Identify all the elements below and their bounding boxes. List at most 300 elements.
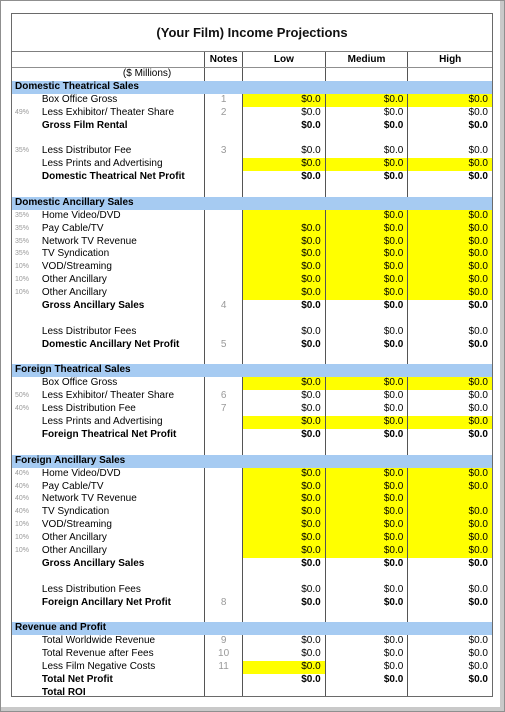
percent-cell[interactable] bbox=[12, 635, 40, 648]
row-label[interactable] bbox=[40, 132, 204, 145]
note-cell[interactable] bbox=[204, 532, 242, 545]
note-cell[interactable]: 3 bbox=[204, 145, 242, 158]
low-value-cell[interactable]: $0.0 bbox=[242, 261, 325, 274]
percent-cell[interactable]: 40% bbox=[15, 469, 30, 477]
percent-cell[interactable]: 10% bbox=[15, 546, 30, 554]
table-row bbox=[12, 274, 492, 287]
low-value-cell[interactable]: $0.0 bbox=[242, 223, 325, 236]
percent-cell[interactable]: 35% bbox=[15, 237, 30, 245]
row-label[interactable]: Box Office Gross bbox=[41, 93, 118, 105]
medium-value-cell[interactable]: $0.0 bbox=[325, 558, 408, 571]
row-label[interactable]: Foreign Ancillary Net Profit bbox=[41, 596, 171, 608]
low-value-cell[interactable]: $0.0 bbox=[242, 506, 325, 519]
medium-value-cell[interactable]: $0.0 bbox=[325, 223, 408, 236]
row-label[interactable]: TV Syndication bbox=[41, 506, 110, 518]
row-label[interactable] bbox=[40, 184, 204, 197]
low-value-cell[interactable]: $0.0 bbox=[242, 390, 325, 403]
medium-header[interactable]: Medium bbox=[325, 52, 408, 67]
medium-value-cell[interactable] bbox=[325, 352, 408, 365]
medium-value-cell[interactable] bbox=[325, 687, 408, 697]
table-row bbox=[12, 687, 492, 697]
percent-cell[interactable]: 10% bbox=[15, 263, 30, 271]
high-value-cell[interactable]: $0.0 bbox=[407, 274, 492, 287]
medium-value-cell[interactable]: $0.0 bbox=[325, 261, 408, 274]
note-cell[interactable] bbox=[204, 429, 242, 442]
medium-value-cell[interactable]: $0.0 bbox=[325, 468, 408, 481]
high-value-cell[interactable]: $0.0 bbox=[407, 339, 492, 352]
percent-cell[interactable]: 50% bbox=[15, 392, 30, 400]
table-row bbox=[12, 107, 492, 120]
percent-cell[interactable]: 40% bbox=[15, 482, 30, 490]
table-row bbox=[12, 545, 492, 558]
high-value-cell[interactable] bbox=[407, 687, 492, 697]
blank-row bbox=[12, 132, 492, 145]
high-value-cell[interactable]: $0.0 bbox=[407, 481, 492, 494]
note-cell[interactable] bbox=[204, 236, 242, 249]
percent-cell[interactable] bbox=[12, 442, 40, 455]
blank-row bbox=[12, 313, 492, 326]
medium-value-cell[interactable]: $0.0 bbox=[325, 377, 408, 390]
table-row bbox=[12, 661, 492, 674]
note-cell[interactable] bbox=[204, 210, 242, 223]
low-value-cell[interactable]: $0.0 bbox=[242, 519, 325, 532]
percent-cell[interactable] bbox=[12, 94, 40, 107]
row-label[interactable] bbox=[40, 609, 204, 622]
row-label[interactable]: Less Exhibitor/ Theater Share bbox=[41, 106, 174, 118]
percent-cell[interactable] bbox=[12, 339, 40, 352]
row-label[interactable]: Total Worldwide Revenue bbox=[41, 635, 156, 647]
note-cell[interactable]: 1 bbox=[204, 94, 242, 107]
high-value-cell[interactable] bbox=[407, 442, 492, 455]
high-value-cell[interactable]: $0.0 bbox=[407, 635, 492, 648]
row-label[interactable]: Total Revenue after Fees bbox=[41, 648, 154, 660]
table-row bbox=[12, 674, 492, 687]
high-value-cell[interactable] bbox=[407, 132, 492, 145]
percent-cell[interactable] bbox=[12, 171, 40, 184]
high-header[interactable]: High bbox=[407, 52, 492, 67]
medium-value-cell[interactable]: $0.0 bbox=[325, 403, 408, 416]
table-row bbox=[12, 236, 492, 249]
low-value-cell[interactable] bbox=[242, 132, 325, 145]
high-value-cell[interactable]: $0.0 bbox=[407, 429, 492, 442]
note-cell[interactable] bbox=[204, 674, 242, 687]
medium-value-cell[interactable] bbox=[325, 184, 408, 197]
low-value-cell[interactable]: $0.0 bbox=[242, 635, 325, 648]
note-cell[interactable]: 7 bbox=[204, 403, 242, 416]
low-value-cell[interactable]: $0.0 bbox=[242, 120, 325, 133]
high-value-cell[interactable]: $0.0 bbox=[407, 94, 492, 107]
high-value-cell[interactable] bbox=[407, 184, 492, 197]
row-label[interactable]: Gross Film Rental bbox=[41, 119, 128, 131]
percent-cell[interactable] bbox=[12, 687, 40, 697]
row-label[interactable]: Domestic Theatrical Net Profit bbox=[41, 171, 185, 183]
low-value-cell[interactable]: $0.0 bbox=[242, 429, 325, 442]
high-value-cell[interactable] bbox=[407, 352, 492, 365]
high-value-cell[interactable]: $0.0 bbox=[407, 584, 492, 597]
low-value-cell[interactable]: $0.0 bbox=[242, 248, 325, 261]
medium-value-cell[interactable]: $0.0 bbox=[325, 236, 408, 249]
high-value-cell[interactable]: $0.0 bbox=[407, 558, 492, 571]
percent-cell[interactable] bbox=[12, 120, 40, 133]
row-label[interactable]: Less Prints and Advertising bbox=[41, 158, 163, 170]
blank-row bbox=[12, 571, 492, 584]
medium-value-cell[interactable]: $0.0 bbox=[325, 300, 408, 313]
note-cell[interactable] bbox=[204, 468, 242, 481]
medium-value-cell[interactable]: $0.0 bbox=[325, 597, 408, 610]
low-cell[interactable] bbox=[242, 68, 325, 81]
high-value-cell[interactable]: $0.0 bbox=[407, 403, 492, 416]
medium-value-cell[interactable]: $0.0 bbox=[325, 661, 408, 674]
medium-value-cell[interactable]: $0.0 bbox=[325, 287, 408, 300]
row-label[interactable]: VOD/Streaming bbox=[41, 261, 112, 273]
row-label[interactable]: Foreign Theatrical Net Profit bbox=[41, 428, 177, 440]
table-row bbox=[12, 248, 492, 261]
medium-value-cell[interactable]: $0.0 bbox=[325, 390, 408, 403]
low-value-cell[interactable] bbox=[242, 571, 325, 584]
note-cell[interactable] bbox=[204, 506, 242, 519]
percent-cell[interactable]: 35% bbox=[15, 224, 30, 232]
high-value-cell[interactable]: $0.0 bbox=[407, 326, 492, 339]
medium-value-cell[interactable] bbox=[325, 571, 408, 584]
notes-header[interactable]: Notes bbox=[204, 52, 242, 67]
table-row bbox=[12, 287, 492, 300]
percent-cell[interactable]: 10% bbox=[15, 521, 30, 529]
section-header-row bbox=[12, 81, 492, 94]
medium-value-cell[interactable]: $0.0 bbox=[325, 274, 408, 287]
low-value-cell[interactable]: $0.0 bbox=[242, 236, 325, 249]
section-title[interactable]: Foreign Ancillary Sales bbox=[12, 455, 492, 468]
percent-cell[interactable]: 10% bbox=[15, 276, 30, 284]
percent-cell[interactable] bbox=[12, 674, 40, 687]
high-value-cell[interactable]: $0.0 bbox=[407, 468, 492, 481]
low-value-cell[interactable]: $0.0 bbox=[242, 597, 325, 610]
note-cell[interactable] bbox=[204, 571, 242, 584]
section-title[interactable]: Domestic Ancillary Sales bbox=[12, 197, 492, 210]
medium-value-cell[interactable]: $0.0 bbox=[325, 674, 408, 687]
low-value-cell[interactable]: $0.0 bbox=[242, 300, 325, 313]
note-cell[interactable] bbox=[204, 171, 242, 184]
note-cell[interactable] bbox=[204, 416, 242, 429]
row-label[interactable]: Other Ancillary bbox=[41, 544, 107, 556]
low-value-cell[interactable]: $0.0 bbox=[242, 171, 325, 184]
high-value-cell[interactable]: $0.0 bbox=[407, 519, 492, 532]
high-value-cell[interactable]: $0.0 bbox=[407, 236, 492, 249]
note-cell[interactable] bbox=[204, 519, 242, 532]
medium-value-cell[interactable]: $0.0 bbox=[325, 584, 408, 597]
row-label[interactable] bbox=[40, 313, 204, 326]
section-title[interactable]: Domestic Theatrical Sales bbox=[12, 81, 492, 94]
section-header-row bbox=[12, 197, 492, 210]
low-value-cell[interactable]: $0.0 bbox=[242, 107, 325, 120]
percent-cell[interactable]: 40% bbox=[15, 495, 30, 503]
row-label[interactable]: Less Film Negative Costs bbox=[41, 660, 156, 672]
high-value-cell[interactable]: $0.0 bbox=[407, 171, 492, 184]
low-header[interactable]: Low bbox=[242, 52, 325, 67]
medium-value-cell[interactable]: $0.0 bbox=[325, 107, 408, 120]
row-label[interactable]: Other Ancillary bbox=[41, 287, 107, 299]
high-value-cell[interactable]: $0.0 bbox=[407, 416, 492, 429]
table-row bbox=[12, 481, 492, 494]
percent-cell[interactable] bbox=[12, 300, 40, 313]
low-value-cell[interactable] bbox=[242, 184, 325, 197]
medium-value-cell[interactable]: $0.0 bbox=[325, 158, 408, 171]
high-value-cell[interactable]: $0.0 bbox=[407, 248, 492, 261]
medium-value-cell[interactable]: $0.0 bbox=[325, 416, 408, 429]
medium-value-cell[interactable]: $0.0 bbox=[325, 94, 408, 107]
percent-cell[interactable] bbox=[12, 416, 40, 429]
note-cell[interactable] bbox=[204, 584, 242, 597]
percent-cell[interactable] bbox=[12, 429, 40, 442]
medium-value-cell[interactable] bbox=[325, 132, 408, 145]
high-value-cell[interactable] bbox=[407, 493, 492, 506]
note-cell[interactable] bbox=[204, 352, 242, 365]
note-cell[interactable] bbox=[204, 261, 242, 274]
medium-value-cell[interactable] bbox=[325, 442, 408, 455]
medium-value-cell[interactable]: $0.0 bbox=[325, 481, 408, 494]
note-cell[interactable] bbox=[204, 120, 242, 133]
high-value-cell[interactable]: $0.0 bbox=[407, 223, 492, 236]
note-cell[interactable] bbox=[204, 184, 242, 197]
medium-value-cell[interactable]: $0.0 bbox=[325, 171, 408, 184]
row-label[interactable]: Total ROI bbox=[41, 686, 86, 697]
medium-value-cell[interactable]: $0.0 bbox=[325, 210, 408, 223]
row-label[interactable]: Pay Cable/TV bbox=[41, 480, 104, 492]
high-value-cell[interactable]: $0.0 bbox=[407, 532, 492, 545]
note-cell[interactable]: 11 bbox=[204, 661, 242, 674]
table-row bbox=[12, 648, 492, 661]
note-cell[interactable]: 6 bbox=[204, 390, 242, 403]
percent-cell[interactable]: 35% bbox=[15, 250, 30, 258]
high-value-cell[interactable]: $0.0 bbox=[407, 545, 492, 558]
high-value-cell[interactable]: $0.0 bbox=[407, 210, 492, 223]
note-cell[interactable] bbox=[204, 313, 242, 326]
row-label[interactable]: Domestic Ancillary Net Profit bbox=[41, 338, 180, 350]
table-row bbox=[12, 158, 492, 171]
high-value-cell[interactable]: $0.0 bbox=[407, 261, 492, 274]
high-cell[interactable] bbox=[407, 68, 492, 81]
low-value-cell[interactable]: $0.0 bbox=[242, 648, 325, 661]
low-value-cell[interactable]: $0.0 bbox=[242, 558, 325, 571]
note-cell[interactable] bbox=[204, 248, 242, 261]
note-cell[interactable] bbox=[204, 442, 242, 455]
note-cell[interactable] bbox=[204, 609, 242, 622]
high-value-cell[interactable] bbox=[407, 313, 492, 326]
low-value-cell[interactable]: $0.0 bbox=[242, 674, 325, 687]
row-label[interactable] bbox=[40, 352, 204, 365]
low-value-cell[interactable]: $0.0 bbox=[242, 326, 325, 339]
medium-value-cell[interactable]: $0.0 bbox=[325, 145, 408, 158]
note-cell[interactable] bbox=[204, 223, 242, 236]
percent-cell[interactable]: 10% bbox=[15, 534, 30, 542]
note-cell[interactable] bbox=[204, 545, 242, 558]
medium-value-cell[interactable]: $0.0 bbox=[325, 339, 408, 352]
medium-value-cell[interactable]: $0.0 bbox=[325, 248, 408, 261]
medium-value-cell[interactable]: $0.0 bbox=[325, 493, 408, 506]
high-value-cell[interactable] bbox=[407, 571, 492, 584]
low-value-cell[interactable]: $0.0 bbox=[242, 532, 325, 545]
row-label[interactable]: Other Ancillary bbox=[41, 532, 107, 544]
note-cell[interactable] bbox=[204, 377, 242, 390]
row-label[interactable]: Pay Cable/TV bbox=[41, 222, 104, 234]
medium-value-cell[interactable]: $0.0 bbox=[325, 648, 408, 661]
medium-value-cell[interactable]: $0.0 bbox=[325, 120, 408, 133]
low-value-cell[interactable]: $0.0 bbox=[242, 493, 325, 506]
high-value-cell[interactable]: $0.0 bbox=[407, 287, 492, 300]
row-label[interactable]: Less Distribution Fee bbox=[41, 403, 136, 415]
high-value-cell[interactable] bbox=[407, 609, 492, 622]
blank-row bbox=[12, 609, 492, 622]
medium-value-cell[interactable] bbox=[325, 609, 408, 622]
row-label[interactable] bbox=[40, 442, 204, 455]
low-value-cell[interactable]: $0.0 bbox=[242, 287, 325, 300]
row-label[interactable]: VOD/Streaming bbox=[41, 519, 112, 531]
row-label[interactable]: Gross Ancillary Sales bbox=[41, 557, 145, 569]
note-cell[interactable]: 8 bbox=[204, 597, 242, 610]
row-label[interactable]: Less Prints and Advertising bbox=[41, 416, 163, 428]
percent-cell[interactable]: 10% bbox=[15, 289, 30, 297]
percent-cell[interactable] bbox=[12, 132, 40, 145]
percent-cell[interactable] bbox=[12, 352, 40, 365]
percent-cell[interactable]: 40% bbox=[15, 405, 30, 413]
medium-value-cell[interactable]: $0.0 bbox=[325, 635, 408, 648]
row-label[interactable]: Less Exhibitor/ Theater Share bbox=[41, 390, 174, 402]
row-label[interactable]: Network TV Revenue bbox=[41, 235, 137, 247]
low-value-cell[interactable]: $0.0 bbox=[242, 339, 325, 352]
percent-cell[interactable] bbox=[12, 158, 40, 171]
percent-cell[interactable] bbox=[12, 377, 40, 390]
percent-cell[interactable] bbox=[12, 571, 40, 584]
low-value-cell[interactable] bbox=[242, 609, 325, 622]
low-value-cell[interactable]: $0.0 bbox=[242, 661, 325, 674]
low-value-cell[interactable]: $0.0 bbox=[242, 481, 325, 494]
blank-row bbox=[12, 442, 492, 455]
row-label[interactable]: TV Syndication bbox=[41, 248, 110, 260]
row-label[interactable]: Less Distributor Fee bbox=[41, 145, 132, 157]
high-value-cell[interactable]: $0.0 bbox=[407, 597, 492, 610]
row-label[interactable]: Home Video/DVD bbox=[41, 209, 121, 221]
note-cell[interactable] bbox=[204, 274, 242, 287]
row-label[interactable]: Other Ancillary bbox=[41, 274, 107, 286]
low-value-cell[interactable]: $0.0 bbox=[242, 145, 325, 158]
high-value-cell[interactable]: $0.0 bbox=[407, 107, 492, 120]
table-row bbox=[12, 493, 492, 506]
medium-value-cell[interactable]: $0.0 bbox=[325, 506, 408, 519]
note-cell[interactable]: 2 bbox=[204, 107, 242, 120]
low-value-cell[interactable]: $0.0 bbox=[242, 274, 325, 287]
low-value-cell[interactable]: $0.0 bbox=[242, 158, 325, 171]
row-label[interactable] bbox=[40, 571, 204, 584]
percent-cell[interactable] bbox=[12, 609, 40, 622]
income-projections-table bbox=[11, 13, 493, 697]
low-value-cell[interactable] bbox=[242, 687, 325, 697]
note-cell[interactable] bbox=[204, 287, 242, 300]
medium-value-cell[interactable]: $0.0 bbox=[325, 532, 408, 545]
table-row bbox=[12, 171, 492, 184]
low-value-cell[interactable]: $0.0 bbox=[242, 377, 325, 390]
table-row bbox=[12, 223, 492, 236]
percent-cell[interactable] bbox=[12, 661, 40, 674]
low-value-cell[interactable] bbox=[242, 313, 325, 326]
note-cell[interactable]: 10 bbox=[204, 648, 242, 661]
note-cell[interactable] bbox=[204, 326, 242, 339]
percent-cell[interactable] bbox=[12, 584, 40, 597]
medium-value-cell[interactable]: $0.0 bbox=[325, 429, 408, 442]
note-cell[interactable]: 9 bbox=[204, 635, 242, 648]
note-cell[interactable] bbox=[204, 687, 242, 697]
table-row bbox=[12, 519, 492, 532]
high-value-cell[interactable]: $0.0 bbox=[407, 390, 492, 403]
row-label[interactable]: Box Office Gross bbox=[41, 377, 118, 389]
percent-cell[interactable]: 40% bbox=[15, 508, 30, 516]
low-value-cell[interactable]: $0.0 bbox=[242, 94, 325, 107]
medium-cell[interactable] bbox=[325, 68, 408, 81]
row-label[interactable]: Total Net Profit bbox=[41, 673, 113, 685]
high-value-cell[interactable]: $0.0 bbox=[407, 300, 492, 313]
section-title[interactable]: Foreign Theatrical Sales bbox=[12, 364, 492, 377]
note-cell[interactable]: 5 bbox=[204, 339, 242, 352]
high-value-cell[interactable]: $0.0 bbox=[407, 145, 492, 158]
low-value-cell[interactable]: $0.0 bbox=[242, 468, 325, 481]
medium-value-cell[interactable] bbox=[325, 313, 408, 326]
percent-cell[interactable] bbox=[12, 597, 40, 610]
percent-cell[interactable] bbox=[12, 648, 40, 661]
units-label[interactable]: ($ Millions) bbox=[122, 68, 172, 79]
medium-value-cell[interactable]: $0.0 bbox=[325, 545, 408, 558]
high-value-cell[interactable]: $0.0 bbox=[407, 120, 492, 133]
percent-cell[interactable]: 35% bbox=[15, 147, 30, 155]
note-cell[interactable] bbox=[204, 558, 242, 571]
high-value-cell[interactable]: $0.0 bbox=[407, 158, 492, 171]
high-value-cell[interactable]: $0.0 bbox=[407, 674, 492, 687]
note-cell[interactable]: 4 bbox=[204, 300, 242, 313]
table-row bbox=[12, 584, 492, 597]
row-label[interactable]: Gross Ancillary Sales bbox=[41, 300, 145, 312]
notes-cell[interactable] bbox=[204, 68, 242, 81]
section-title[interactable]: Revenue and Profit bbox=[12, 622, 492, 635]
note-cell[interactable] bbox=[204, 493, 242, 506]
percent-cell[interactable]: 35% bbox=[15, 211, 30, 219]
medium-value-cell[interactable]: $0.0 bbox=[325, 326, 408, 339]
note-cell[interactable] bbox=[204, 481, 242, 494]
high-value-cell[interactable]: $0.0 bbox=[407, 648, 492, 661]
low-value-cell[interactable] bbox=[242, 442, 325, 455]
row-label[interactable]: Less Distribution Fees bbox=[41, 583, 141, 595]
percent-cell[interactable]: 49% bbox=[15, 108, 30, 116]
low-value-cell[interactable]: $0.0 bbox=[242, 416, 325, 429]
low-value-cell[interactable]: $0.0 bbox=[242, 545, 325, 558]
high-value-cell[interactable]: $0.0 bbox=[407, 377, 492, 390]
row-label[interactable]: Network TV Revenue bbox=[41, 493, 137, 505]
note-cell[interactable] bbox=[204, 158, 242, 171]
page-title: (Your Film) Income Projections bbox=[12, 14, 492, 52]
low-value-cell[interactable]: $0.0 bbox=[242, 584, 325, 597]
blank-row bbox=[12, 352, 492, 365]
low-value-cell[interactable]: $0.0 bbox=[242, 403, 325, 416]
low-value-cell[interactable] bbox=[242, 210, 325, 223]
low-value-cell[interactable] bbox=[242, 352, 325, 365]
note-cell[interactable] bbox=[204, 132, 242, 145]
row-label[interactable]: Home Video/DVD bbox=[41, 467, 121, 479]
percent-cell[interactable] bbox=[12, 184, 40, 197]
medium-value-cell[interactable]: $0.0 bbox=[325, 519, 408, 532]
percent-cell[interactable] bbox=[12, 313, 40, 326]
row-label[interactable]: Less Distributor Fees bbox=[41, 325, 137, 337]
high-value-cell[interactable]: $0.0 bbox=[407, 661, 492, 674]
high-value-cell[interactable]: $0.0 bbox=[407, 506, 492, 519]
percent-cell[interactable] bbox=[12, 558, 40, 571]
percent-cell[interactable] bbox=[12, 326, 40, 339]
table-row bbox=[12, 94, 492, 107]
